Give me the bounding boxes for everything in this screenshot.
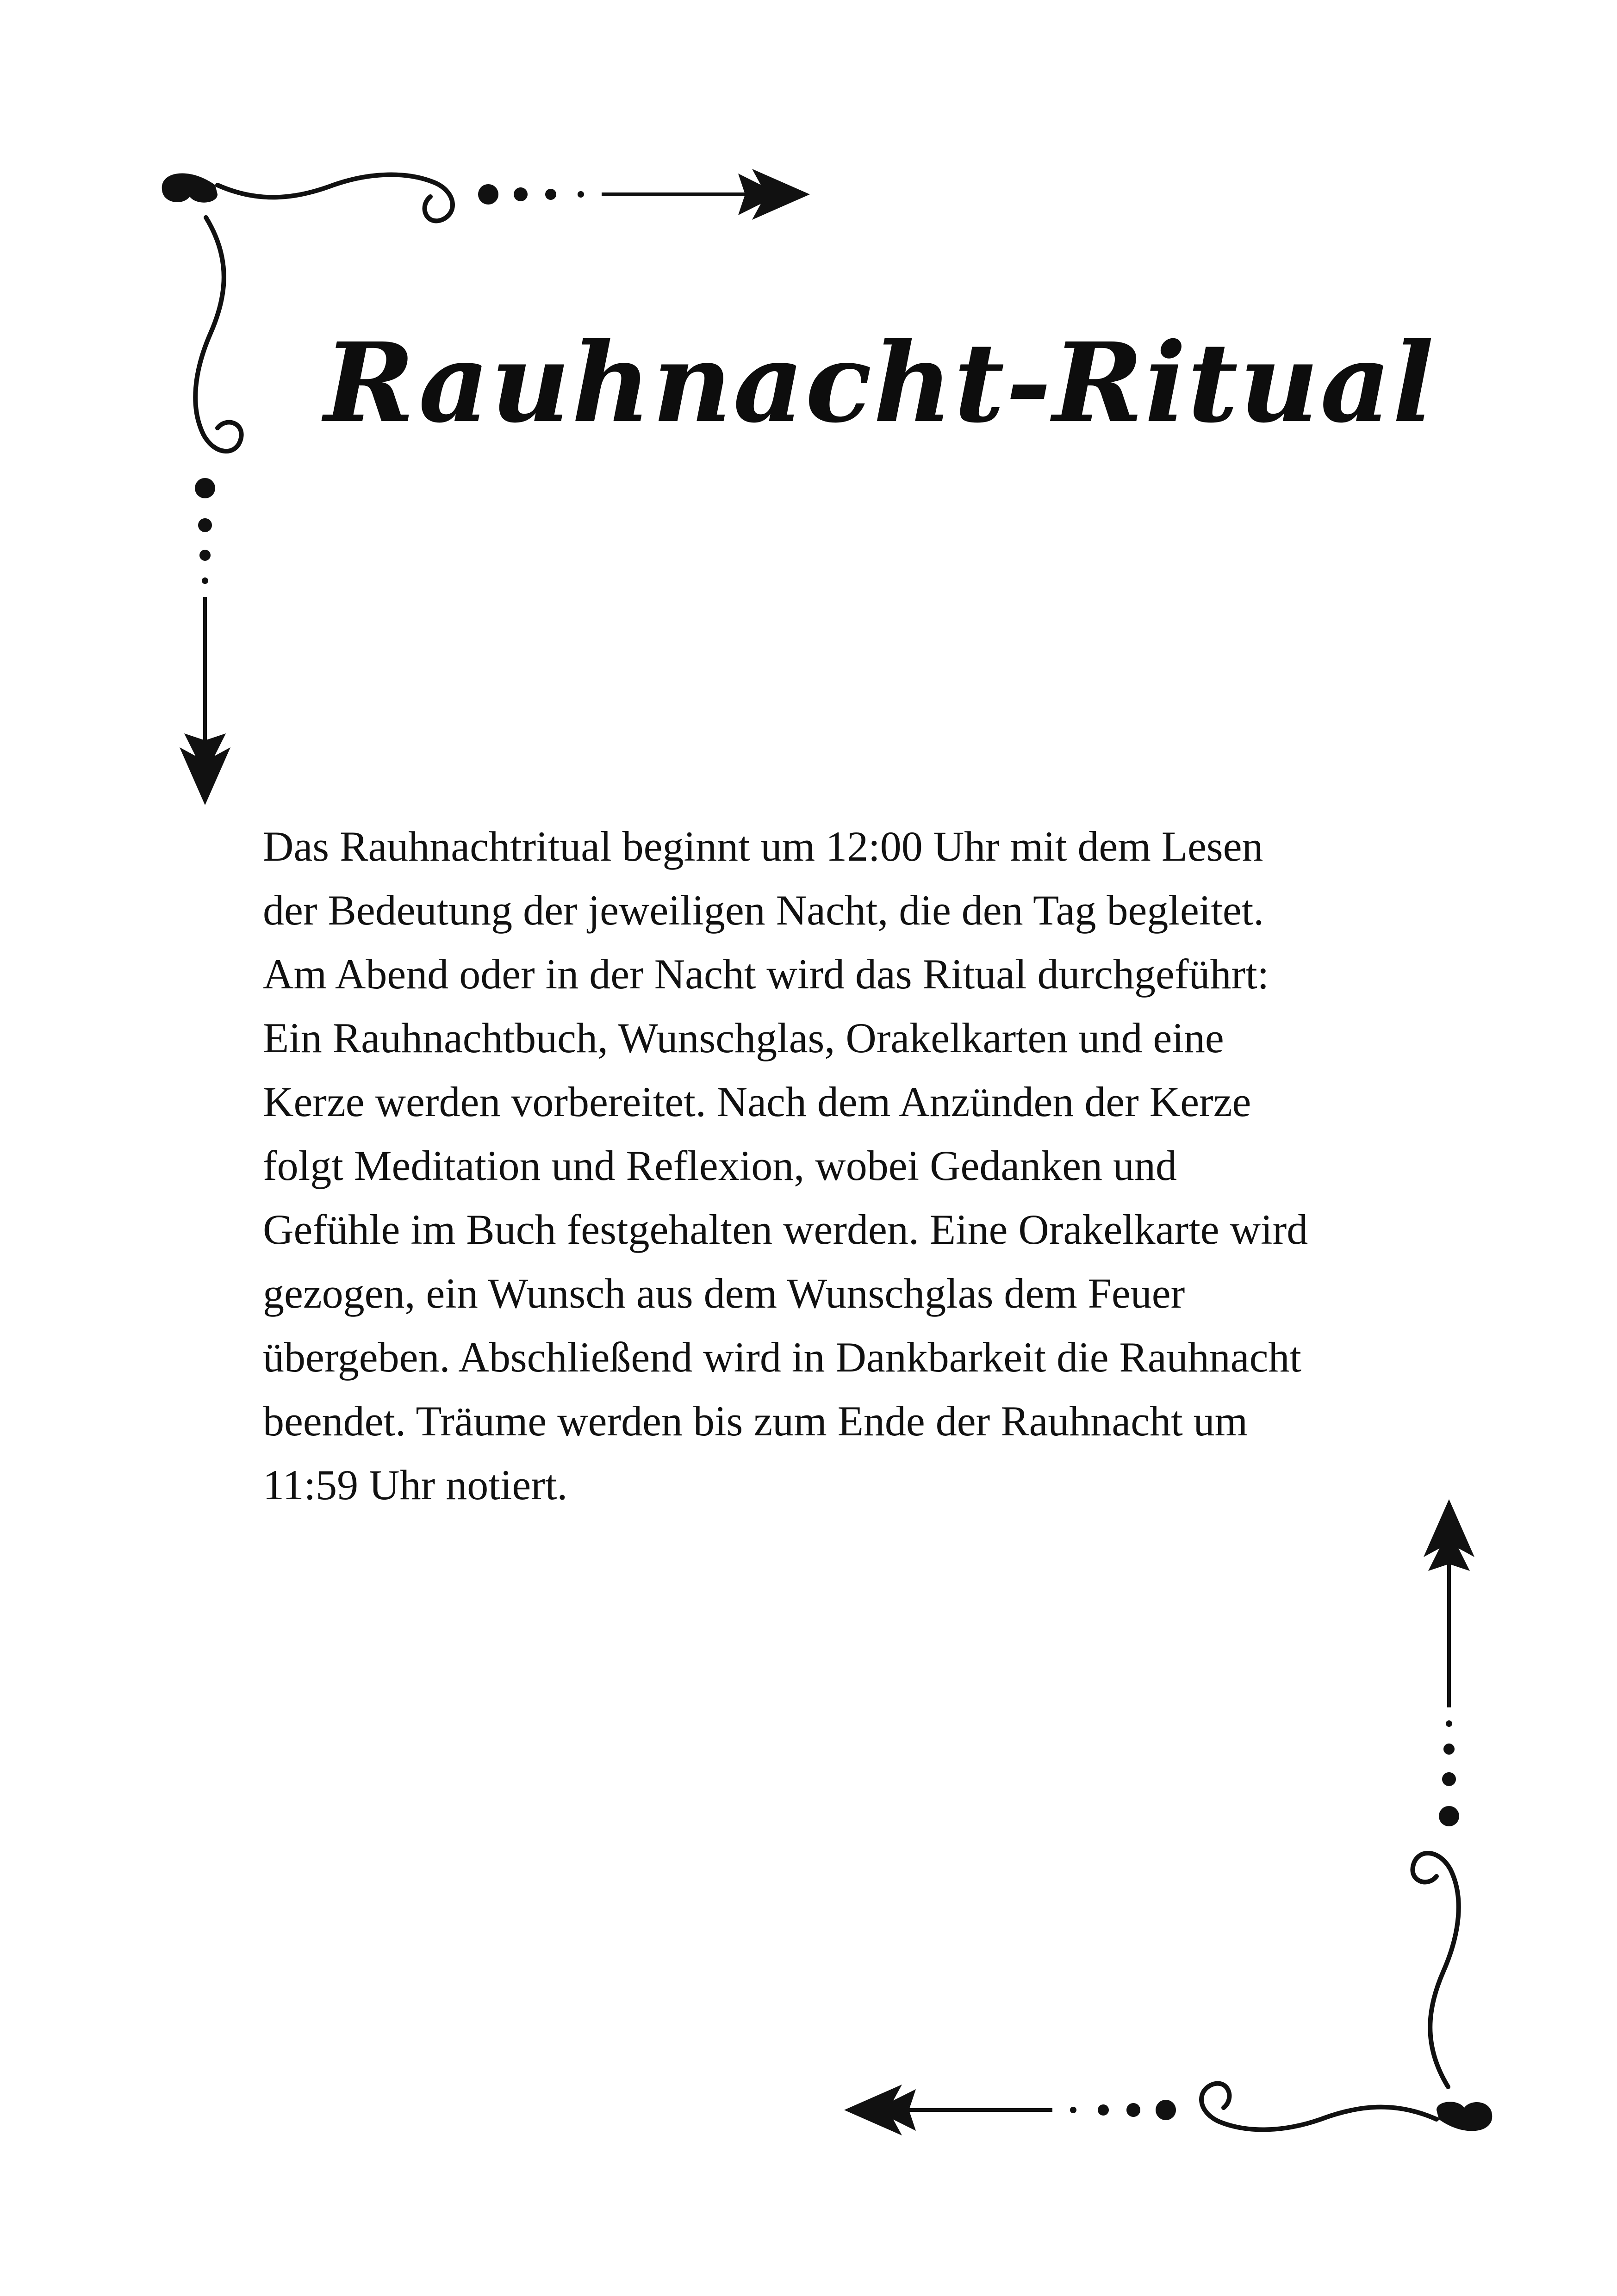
dot-medium-v2 [199, 550, 211, 561]
vertical-swirl-line [1412, 1853, 1458, 2087]
text-line: der Bedeutung der jeweiligen Nacht, die den Tag begleitet. [263, 887, 1264, 934]
vertical-swirl-line [195, 217, 241, 451]
dot-large-h [478, 184, 498, 205]
dot-small-h [578, 191, 584, 198]
arrow-down-icon [180, 733, 230, 805]
text-line: übergeben. Abschließend wird in Dankbarkeit die Rauhnacht [263, 1334, 1301, 1381]
horizontal-swirl-line [1201, 2084, 1437, 2130]
heart-icon [1437, 2102, 1492, 2131]
text-line: Am Abend oder in der Nacht wird das Ritual durchgeführt: [263, 950, 1269, 998]
text-line: Gefühle im Buch festgehalten werden. Eine Orakelkarte wird [263, 1206, 1308, 1253]
arrow-up-icon [1424, 1499, 1474, 1571]
page-title: Rauhnacht-Ritual [324, 318, 1436, 447]
dot-medium-h2 [1098, 2104, 1109, 2116]
dot-small-h [1070, 2107, 1076, 2113]
dot-medium-h2 [545, 189, 556, 200]
dot-medium-v1 [198, 518, 212, 532]
arrow-left-icon [844, 2085, 916, 2135]
heart-icon [162, 174, 218, 203]
text-line: 11:59 Uhr notiert. [263, 1461, 568, 1508]
ritual-description [263, 814, 1383, 1517]
dot-medium-v1 [1442, 1772, 1456, 1786]
dot-small-v [202, 577, 208, 584]
dot-medium-h1 [514, 187, 528, 201]
horizontal-swirl-line [218, 175, 453, 221]
text-line: Kerze werden vorbereitet. Nach dem Anzünden der Kerze [263, 1078, 1251, 1125]
text-line: gezogen, ein Wunsch aus dem Wunschglas dem Feuer [263, 1270, 1185, 1317]
text-line: Das Rauhnachtritual beginnt um 12:00 Uhr mit dem Lesen [263, 823, 1263, 870]
dot-small-v [1446, 1720, 1452, 1727]
dot-medium-h1 [1126, 2103, 1140, 2117]
arrow-right-icon [738, 169, 810, 220]
dot-large-v [1439, 1806, 1459, 1826]
dot-large-v [195, 478, 215, 498]
text-line: beendet. Träume werden bis zum Ende der Rauhnacht um [263, 1397, 1248, 1445]
text-line: Ein Rauhnachtbuch, Wunschglas, Orakelkarten und eine [263, 1014, 1224, 1061]
text-line: folgt Meditation und Reflexion, wobei Gedanken und [263, 1142, 1177, 1189]
dot-medium-v2 [1443, 1744, 1455, 1755]
dot-large-h [1156, 2100, 1176, 2120]
